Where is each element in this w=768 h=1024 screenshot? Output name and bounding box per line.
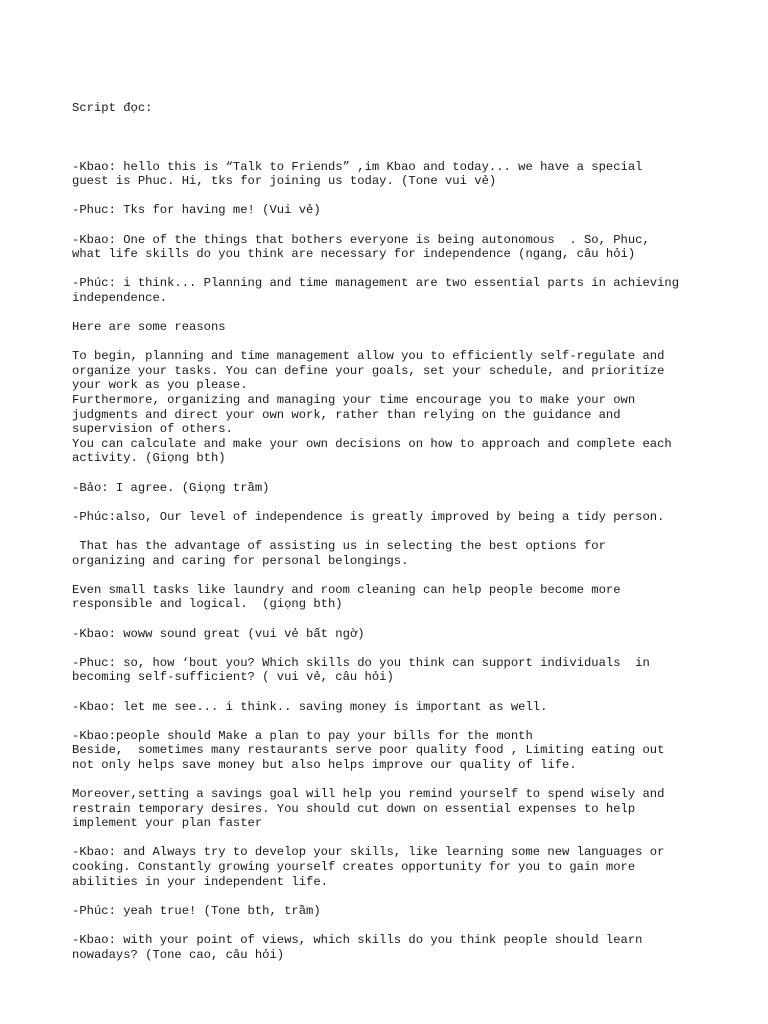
script-heading [72,72,712,145]
text-line: -Kbao:people should Make a plan to pay your bills for the month [72,728,533,743]
dialogue-paragraph [72,510,712,525]
dialogue-paragraph [72,320,712,335]
text-line: organizing and caring for personal belongings. [72,553,409,568]
text-line: That has the advantage of assisting us in selecting the best options for [72,539,606,553]
document-body [72,72,712,977]
dialogue-paragraph [72,481,712,496]
text-line: -Phúc: yeah true! (Tone bth, trầm) [72,903,321,918]
dialogue-paragraph [72,160,712,189]
dialogue-paragraph [72,700,712,715]
text-line: -Kbao: with your point of views, which skills do you think people should learn [72,933,643,948]
dialogue-paragraph [72,904,712,919]
text-line: abilities in your independent life. [72,874,328,889]
text-line: guest is Phuc. Hi, tks for joining us today. (Tone vui vẻ) [72,174,497,189]
text-line: You can calculate and make your own decisions on how to approach and complete each [72,436,672,451]
dialogue-paragraph [72,787,712,831]
text-line: responsible and logical. (giọng bth) [72,597,343,612]
dialogue-paragraph [72,539,712,568]
dialogue-paragraph [72,933,712,962]
text-line: -Phúc: i think... Planning and time management are two essential parts in achieving [72,276,680,291]
dialogue-paragraph [72,627,712,642]
text-line: Even small tasks like laundry and room cleaning can help people become more [72,582,621,597]
dialogue-paragraph [72,656,712,685]
text-line: Beside, sometimes many restaurants serve poor quality food , Limiting eating out [72,743,665,758]
text-line: -Kbao: and Always try to develop your skills, like learning some new languages or [72,845,665,860]
dialogue-paragraph [72,729,712,773]
text-line: activity. (Giọng bth) [72,451,226,466]
dialogue-paragraph [72,233,712,262]
text-line: implement your plan faster [72,816,263,831]
text-line: supervision of others. [72,422,233,437]
text-line: -Kbao: let me see... i think.. saving money is important as well. [72,699,548,714]
text-line: judgments and direct your own work, rather than relying on the guidance and [72,407,621,422]
dialogue-paragraph [72,845,712,889]
text-line: -Phuc: Tks for having me! (Vui vẻ) [72,203,321,218]
text-line: -Kbao: hello this is “Talk to Friends” ,im Kbao and today... we have a special [72,159,643,174]
dialogue-paragraph [72,276,712,305]
text-line: Here are some reasons [72,320,226,335]
dialogue-paragraph [72,583,712,612]
text-line: not only helps save money but also helps improve our quality of life. [72,757,577,772]
text-line: -Kbao: woww sound great (vui vẻ bất ngờ) [72,626,365,641]
text-line: -Bảo: I agree. (Giọng trầm) [72,480,270,495]
text-line: becoming self-sufficient? ( vui vẻ, câu hỏi) [72,670,394,685]
text-line: cooking. Constantly growing yourself creates opportunity for you to gain more [72,860,636,875]
text-line: nowadays? (Tone cao, câu hỏi) [72,947,285,962]
text-line: Script đọc: [72,101,153,116]
text-line: organize your tasks. You can define your goals, set your schedule, and prioritize [72,363,665,378]
dialogue-paragraphs [72,160,712,963]
text-line: restrain temporary desires. You should cut down on essential expenses to help [72,801,636,816]
dialogue-paragraph [72,203,712,218]
text-line: what life skills do you think are necessary for independence (ngang, câu hỏi) [72,247,636,262]
dialogue-paragraph [72,349,712,466]
text-line: -Phúc:also, Our level of independence is greatly improved by being a tidy person. [72,509,665,524]
text-line: To begin, planning and time management allow you to efficiently self-regulate and [72,349,665,364]
text-line: -Phuc: so, how ‘bout you? Which skills do you think can support individuals in [72,655,650,670]
text-line: independence. [72,290,168,305]
text-line: Furthermore, organizing and managing your time encourage you to make your own [72,393,636,408]
text-line: -Kbao: One of the things that bothers everyone is being autonomous . So, Phuc, [72,232,650,247]
text-line: your work as you please. [72,378,248,393]
text-line: Moreover,setting a savings goal will help you remind yourself to spend wisely and [72,787,665,802]
